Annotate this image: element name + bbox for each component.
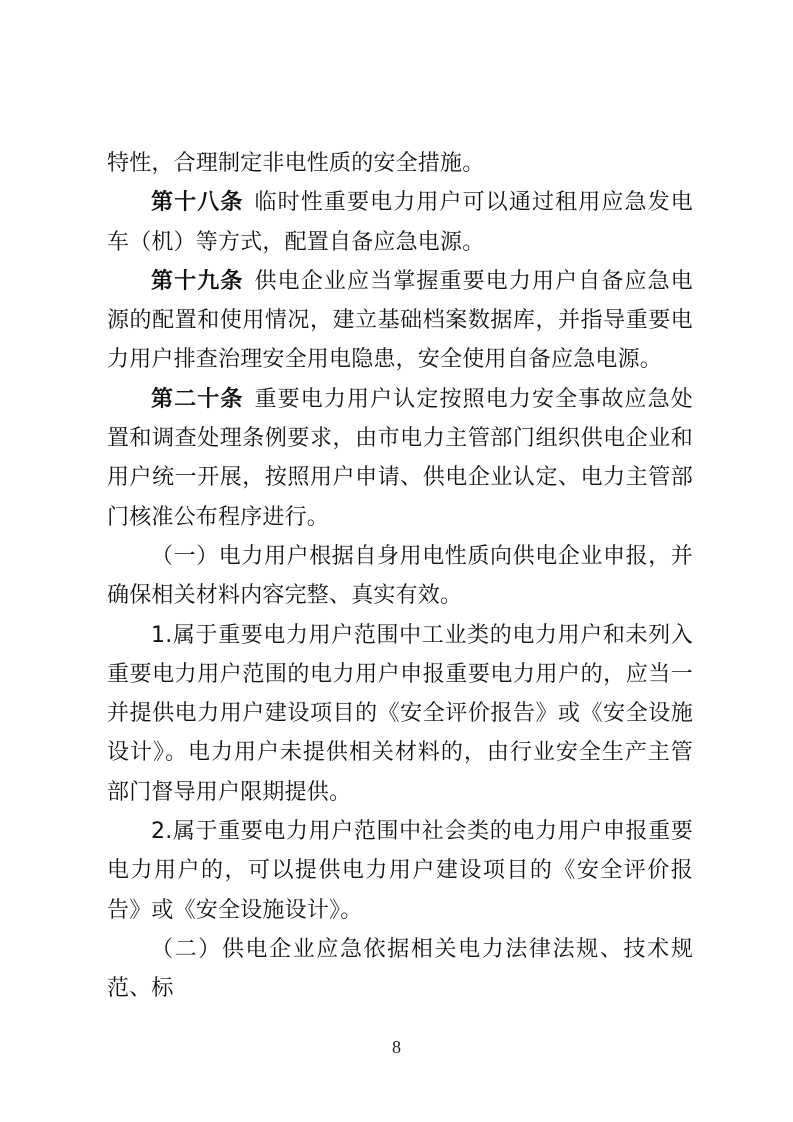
article-label: 第十八条: [151, 190, 244, 216]
article-18: [107, 183, 693, 262]
paragraph-continuation: [107, 144, 693, 183]
sub-item-1: [107, 616, 693, 812]
document-body: [107, 144, 693, 1009]
paragraph-text: 特性，合理制定非电性质的安全措施。: [107, 151, 485, 176]
article-20: [107, 380, 693, 537]
article-19: [107, 262, 693, 380]
article-text: 重要电力用户认定按照电力安全事故应急处置和调查处理条例要求，由市电力主管部门组织供电企业和用户统一开展，按照用户申请、供电企业认定、电力主管部门核准公布程序进行。: [107, 386, 693, 530]
sub-item-2: [107, 812, 693, 930]
article-label: 第十九条: [151, 268, 244, 294]
article-label: 第二十条: [151, 386, 244, 412]
sub-item-text: 2.属于重要电力用户范围中社会类的电力用户申报重要电力用户的，可以提供电力用户建设项目的《安全评价报告》或《安全设施设计》。: [107, 819, 693, 923]
clause-text: （一）电力用户根据自身用电性质向供电企业申报，并确保相关材料内容完整、真实有效。: [107, 543, 693, 609]
page-number: 8: [392, 1037, 401, 1057]
clause-2: [107, 930, 693, 1009]
clause-1: [107, 537, 693, 616]
article-text: 供电企业应当掌握重要电力用户自备应急电源的配置和使用情况，建立基础档案数据库，并指导重要电力用户排查治理安全用电隐患，安全使用自备应急电源。: [107, 268, 693, 373]
clause-text: （二）供电企业应急依据相关电力法律法规、技术规范、标: [107, 936, 693, 1002]
sub-item-text: 1.属于重要电力用户范围中工业类的电力用户和未列入重要电力用户范围的电力用户申报重要电力用户的，应当一并提供电力用户建设项目的《安全评价报告》或《安全设施设计》。电力用户未提供相关材料的，由行业安全生产主管部门督导用户限期提供。: [107, 622, 693, 805]
article-text: 临时性重要电力用户可以通过租用应急发电车（机）等方式，配置自备应急电源。: [107, 190, 693, 255]
